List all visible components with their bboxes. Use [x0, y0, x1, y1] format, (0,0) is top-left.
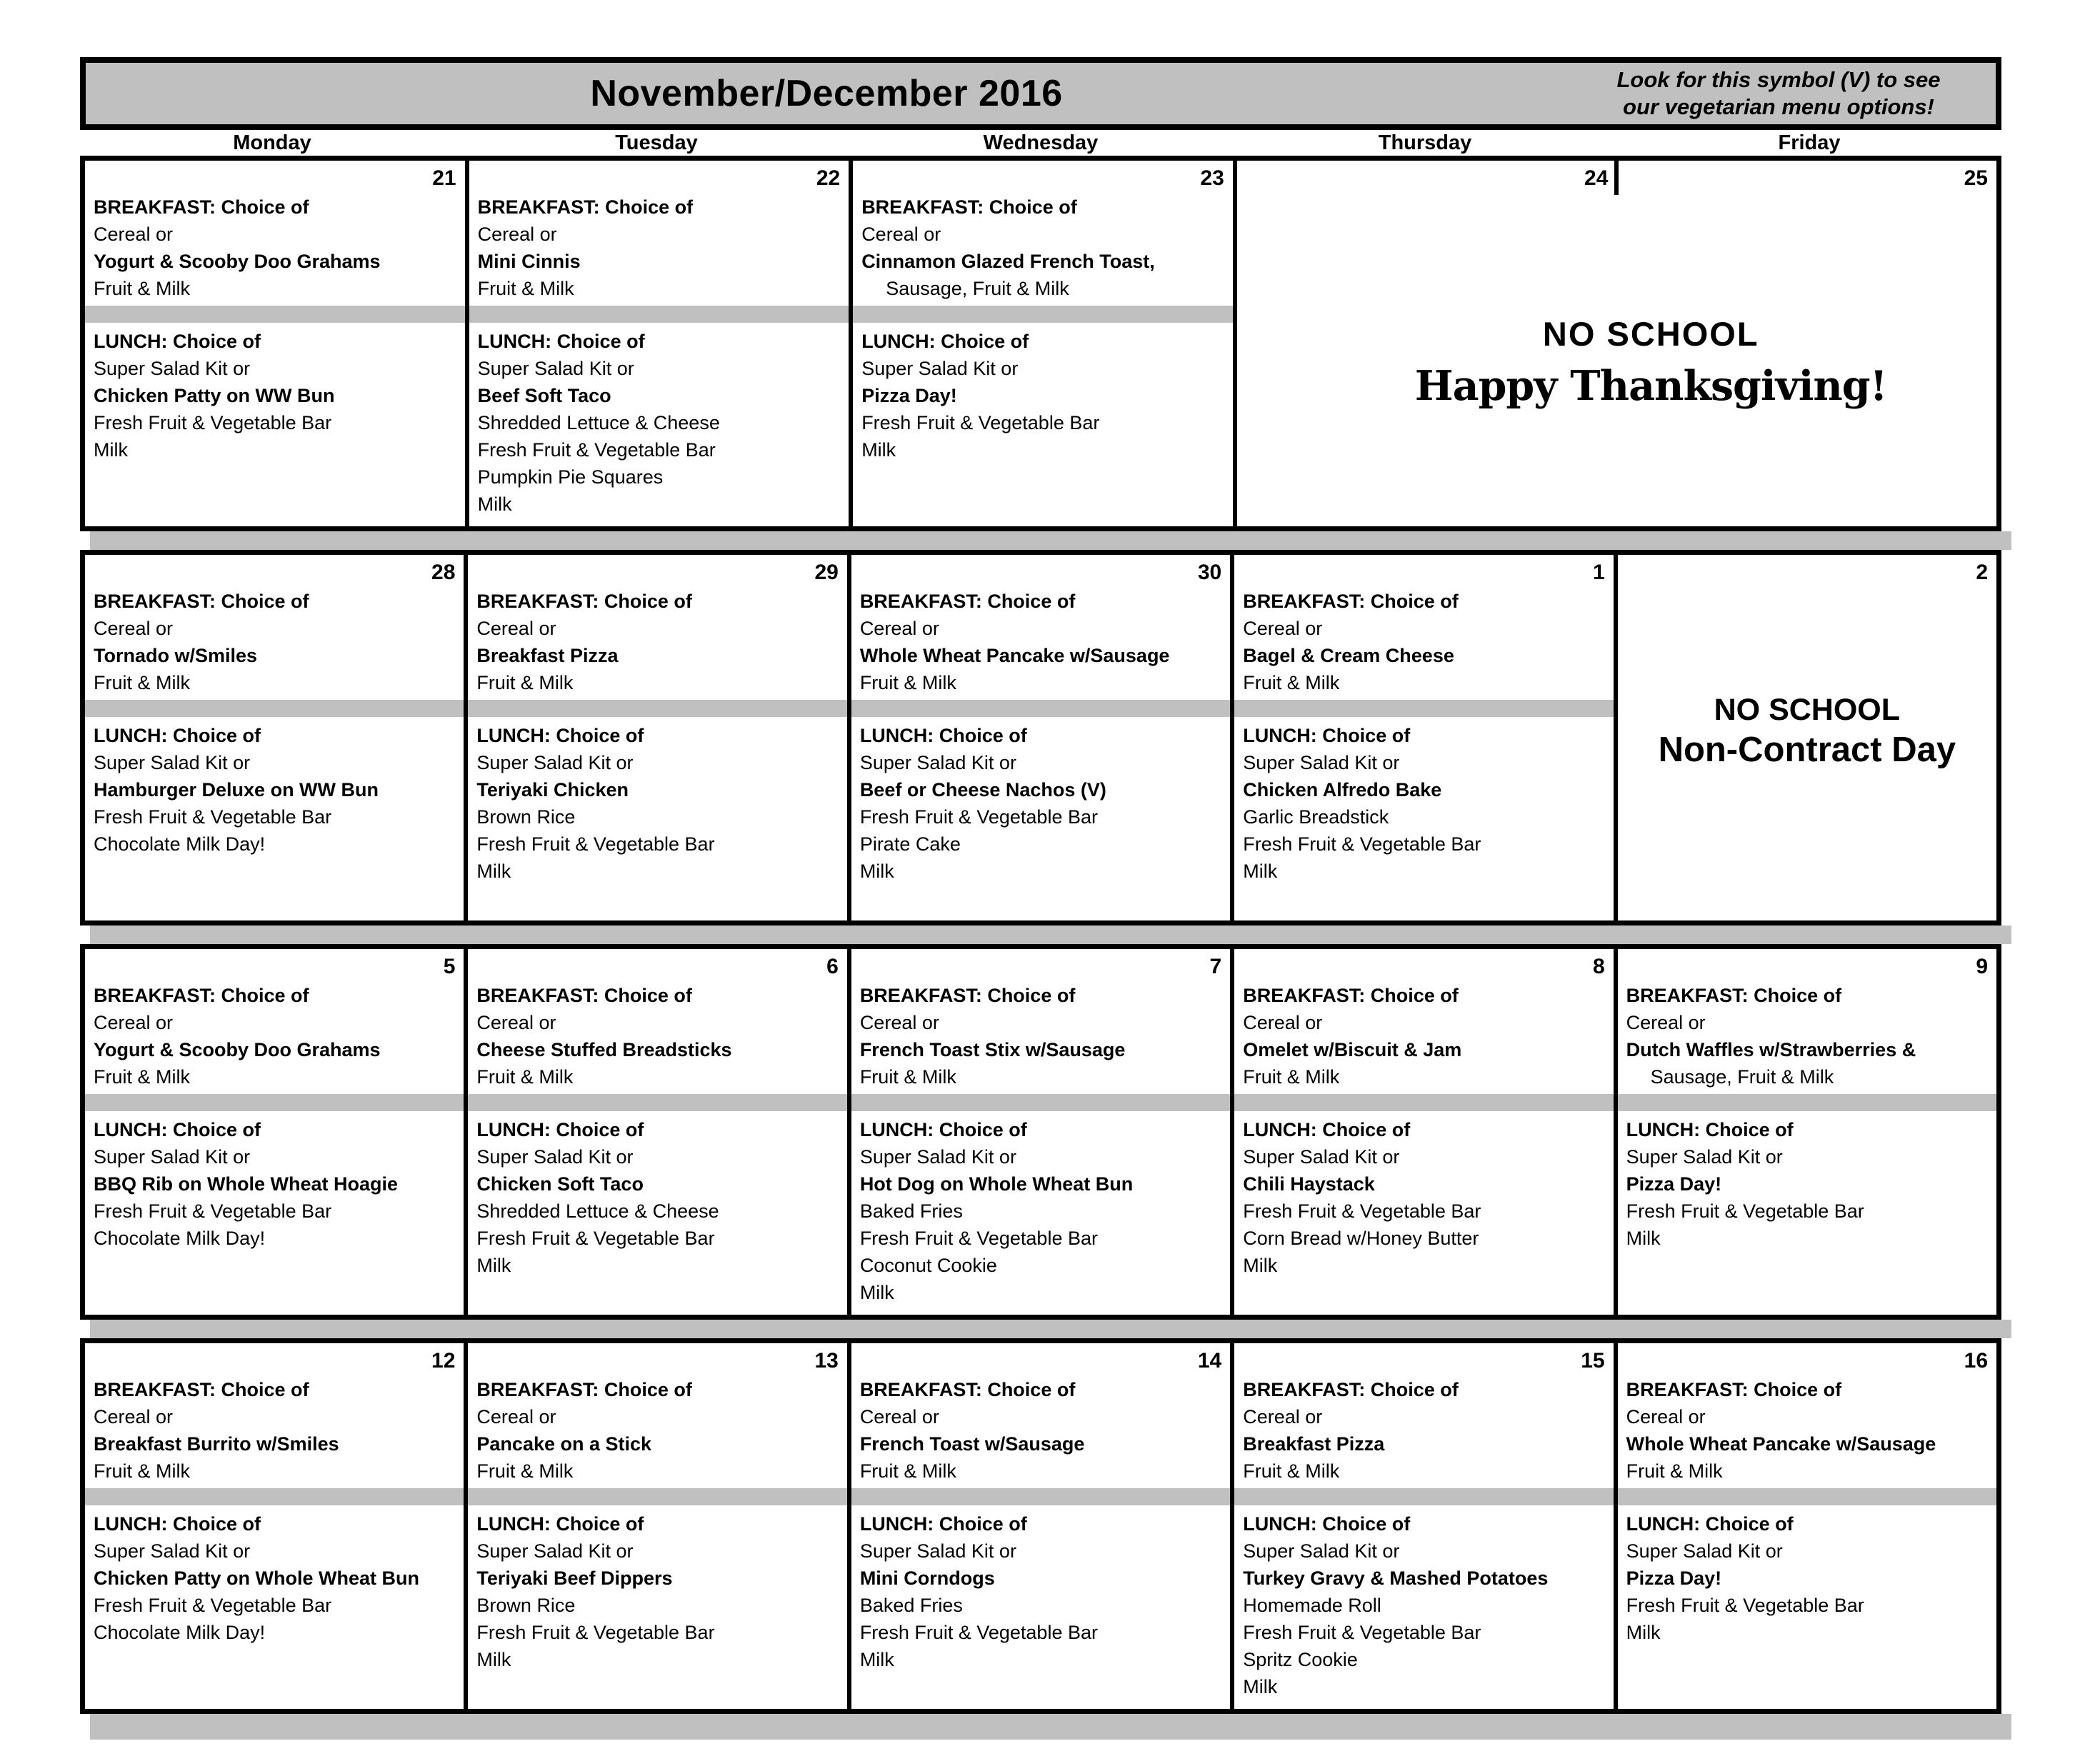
day-cell	[851, 949, 1234, 1315]
lunch-block	[85, 1510, 464, 1646]
lunch-line: Super Salad Kit or	[861, 358, 1019, 379]
lunch-line: Chocolate Milk Day!	[94, 833, 266, 855]
date-label: 16	[1964, 1349, 1989, 1373]
date-label: 25	[1964, 166, 1988, 190]
row-shadow	[90, 1320, 2011, 1338]
breakfast-block	[85, 1376, 464, 1485]
lunch-line: LUNCH: Choice of	[476, 725, 644, 746]
date-label: 23	[1200, 166, 1224, 190]
breakfast-line: Breakfast Burrito w/Smiles	[94, 1433, 339, 1455]
breakfast-block	[469, 194, 849, 302]
date-label: 8	[1592, 955, 1605, 978]
lunch-line: Baked Fries	[859, 1595, 963, 1616]
section-separator	[853, 306, 1233, 323]
breakfast-line: Cheese Stuffed Breadsticks	[476, 1039, 732, 1060]
lunch-line: LUNCH: Choice of	[1243, 725, 1411, 746]
lunch-line: Turkey Gravy & Mashed Potatoes	[1243, 1567, 1549, 1589]
lunch-line: Super Salad Kit or	[859, 752, 1016, 773]
lunch-line: Super Salad Kit or	[476, 1540, 634, 1562]
breakfast-line: BREAKFAST: Choice of	[1243, 591, 1459, 612]
lunch-line: LUNCH: Choice of	[94, 725, 261, 746]
breakfast-line: Cereal or	[1626, 1406, 1706, 1428]
breakfast-block	[1234, 982, 1613, 1090]
breakfast-line: Dutch Waffles w/Strawberries &	[1626, 1039, 1916, 1060]
section-separator	[1234, 1488, 1613, 1505]
lunch-block	[853, 328, 1233, 463]
date-label: 12	[431, 1349, 456, 1373]
lunch-block	[85, 328, 465, 463]
breakfast-line: Fruit & Milk	[1243, 1066, 1340, 1088]
lunch-line: Fresh Fruit & Vegetable Bar	[859, 1228, 1098, 1249]
breakfast-line: Fruit & Milk	[859, 1460, 956, 1482]
lunch-line: Coconut Cookie	[859, 1255, 997, 1276]
menu-calendar	[80, 57, 2001, 1740]
lunch-line: Chocolate Milk Day!	[94, 1228, 266, 1249]
breakfast-line: Cereal or	[94, 1012, 174, 1033]
day-cell	[1618, 1343, 1996, 1709]
day-cell	[468, 555, 851, 920]
day-cell	[1618, 949, 1996, 1315]
date-row	[1618, 555, 1996, 588]
breakfast-line: Cereal or	[1243, 1012, 1323, 1033]
breakfast-line: Omelet w/Biscuit & Jam	[1243, 1039, 1462, 1060]
lunch-line: Milk	[859, 1649, 894, 1670]
lunch-line: Teriyaki Beef Dippers	[476, 1567, 673, 1589]
breakfast-line: Cereal or	[859, 1406, 939, 1428]
lunch-line: Fresh Fruit & Vegetable Bar	[859, 1622, 1098, 1643]
lunch-line: Garlic Breadstick	[1243, 806, 1389, 828]
breakfast-line: Mini Cinnis	[477, 251, 581, 272]
lunch-line: Fresh Fruit & Vegetable Bar	[1243, 1622, 1481, 1643]
lunch-line: Super Salad Kit or	[94, 1146, 251, 1168]
day-cell	[469, 161, 854, 526]
breakfast-line: Sausage, Fruit & Milk	[1650, 1066, 1834, 1088]
lunch-line: LUNCH: Choice of	[1626, 1513, 1794, 1535]
breakfast-line: BREAKFAST: Choice of	[477, 196, 694, 218]
section-separator	[1234, 1094, 1613, 1111]
row-shadow	[90, 531, 2011, 550]
day-header-monday: Monday	[233, 131, 311, 154]
lunch-line: Super Salad Kit or	[94, 358, 251, 379]
day-cell	[85, 949, 468, 1315]
lunch-line: Milk	[476, 1255, 511, 1276]
breakfast-line: Cereal or	[1626, 1012, 1706, 1033]
no-school-line: Non-Contract Day	[1658, 731, 1956, 770]
breakfast-line: BREAKFAST: Choice of	[94, 591, 309, 612]
date-label: 5	[443, 955, 456, 978]
lunch-line: LUNCH: Choice of	[1243, 1119, 1411, 1140]
breakfast-line: Fruit & Milk	[94, 672, 190, 693]
lunch-line: Milk	[1243, 861, 1278, 882]
date-label: 28	[431, 561, 456, 584]
lunch-block	[1234, 1510, 1613, 1700]
lunch-block	[469, 328, 849, 518]
date-label: 30	[1197, 561, 1222, 584]
page-title: November/December 2016	[590, 73, 1063, 114]
lunch-line: Baked Fries	[859, 1200, 963, 1222]
lunch-line: Milk	[859, 861, 894, 882]
calendar-grid	[80, 156, 2001, 1740]
day-cell	[85, 161, 469, 526]
lunch-line: Homemade Roll	[1243, 1595, 1381, 1616]
lunch-line: LUNCH: Choice of	[476, 1119, 644, 1140]
breakfast-line: Cereal or	[1243, 618, 1323, 639]
lunch-line: LUNCH: Choice of	[859, 725, 1027, 746]
section-separator	[468, 1094, 846, 1111]
lunch-line: Fresh Fruit & Vegetable Bar	[1626, 1200, 1864, 1222]
lunch-line: Shredded Lettuce & Cheese	[476, 1200, 719, 1222]
lunch-block	[851, 722, 1230, 885]
day-header-wednesday: Wednesday	[983, 131, 1099, 154]
lunch-line: Teriyaki Chicken	[476, 779, 629, 801]
lunch-line: Corn Bread w/Honey Butter	[1243, 1228, 1479, 1249]
breakfast-line: Cereal or	[1243, 1406, 1323, 1428]
lunch-line: Super Salad Kit or	[1626, 1146, 1783, 1168]
lunch-line: Hot Dog on Whole Wheat Bun	[859, 1173, 1134, 1195]
lunch-line: Super Salad Kit or	[1243, 752, 1400, 773]
calendar-week-row	[80, 944, 2001, 1320]
breakfast-line: BREAKFAST: Choice of	[859, 591, 1076, 612]
lunch-line: Brown Rice	[476, 806, 576, 828]
column-divider-tick	[1614, 161, 1619, 195]
breakfast-line: Fruit & Milk	[477, 278, 574, 299]
section-separator	[851, 1094, 1230, 1111]
lunch-line: Mini Corndogs	[859, 1567, 995, 1589]
breakfast-block	[851, 588, 1230, 696]
breakfast-line: Cereal or	[94, 224, 174, 245]
date-label: 15	[1581, 1349, 1605, 1373]
no-school-line: NO SCHOOL	[1714, 693, 1901, 728]
breakfast-line: BREAKFAST: Choice of	[94, 985, 309, 1006]
lunch-line: Super Salad Kit or	[859, 1540, 1016, 1562]
breakfast-line: Fruit & Milk	[94, 1460, 190, 1482]
breakfast-line: BREAKFAST: Choice of	[1243, 985, 1459, 1006]
breakfast-line: BREAKFAST: Choice of	[476, 985, 692, 1006]
day-cell	[853, 161, 1237, 526]
lunch-line: Super Salad Kit or	[476, 752, 634, 773]
lunch-line: Spritz Cookie	[1243, 1649, 1358, 1670]
header-band	[80, 57, 2001, 130]
breakfast-line: BREAKFAST: Choice of	[94, 196, 309, 218]
lunch-line: Pizza Day!	[1626, 1173, 1722, 1195]
breakfast-line: Cinnamon Glazed French Toast,	[861, 251, 1155, 272]
breakfast-line: Cereal or	[476, 1012, 556, 1033]
lunch-line: Super Salad Kit or	[859, 1146, 1016, 1168]
lunch-line: Chicken Patty on Whole Wheat Bun	[94, 1567, 420, 1589]
day-cell	[468, 949, 851, 1315]
lunch-line: Chocolate Milk Day!	[94, 1622, 266, 1643]
breakfast-line: Bagel & Cream Cheese	[1243, 645, 1454, 666]
lunch-block	[1234, 1116, 1613, 1279]
breakfast-line: BREAKFAST: Choice of	[859, 1379, 1076, 1400]
section-separator	[851, 1488, 1230, 1505]
breakfast-line: Breakfast Pizza	[476, 645, 619, 666]
date-label: 1	[1592, 561, 1605, 584]
lunch-line: Super Salad Kit or	[476, 1146, 634, 1168]
no-school-cell	[1618, 555, 1996, 920]
section-separator	[85, 306, 465, 323]
no-school-text	[1237, 314, 1996, 410]
lunch-line: Milk	[476, 1649, 511, 1670]
date-label: 9	[1976, 955, 1989, 978]
breakfast-line: Cereal or	[861, 224, 941, 245]
date-label: 22	[816, 166, 841, 190]
lunch-line: Super Salad Kit or	[94, 1540, 251, 1562]
calendar-week-row	[80, 1338, 2001, 1714]
breakfast-line: Pancake on a Stick	[476, 1433, 652, 1455]
lunch-block	[851, 1116, 1230, 1306]
breakfast-line: Whole Wheat Pancake w/Sausage	[1626, 1433, 1936, 1455]
breakfast-line: BREAKFAST: Choice of	[859, 985, 1076, 1006]
section-separator	[468, 1488, 846, 1505]
lunch-line: Milk	[1626, 1622, 1661, 1643]
no-school-cell	[1237, 161, 1996, 526]
day-cell	[1234, 555, 1617, 920]
lunch-block	[468, 722, 846, 885]
lunch-line: Milk	[477, 493, 512, 515]
breakfast-block	[1618, 982, 1996, 1090]
breakfast-line: French Toast Stix w/Sausage	[859, 1039, 1126, 1060]
no-school-line: NO SCHOOL	[1542, 315, 1759, 353]
breakfast-line: Cereal or	[94, 618, 174, 639]
lunch-line: Chicken Soft Taco	[476, 1173, 644, 1195]
lunch-line: LUNCH: Choice of	[94, 1513, 261, 1535]
lunch-line: Pirate Cake	[859, 833, 961, 855]
breakfast-line: Fruit & Milk	[1243, 1460, 1340, 1482]
lunch-line: Super Salad Kit or	[1243, 1540, 1400, 1562]
lunch-line: Chicken Patty on WW Bun	[94, 385, 335, 406]
lunch-line: Fresh Fruit & Vegetable Bar	[94, 1200, 332, 1222]
breakfast-line: Fruit & Milk	[476, 1460, 574, 1482]
section-separator	[1234, 700, 1613, 717]
date-label: 2	[1976, 561, 1989, 584]
day-header-row	[80, 130, 2001, 156]
breakfast-line: Sausage, Fruit & Milk	[886, 278, 1069, 299]
lunch-line: Milk	[476, 861, 511, 882]
lunch-line: Fresh Fruit & Vegetable Bar	[477, 439, 716, 461]
lunch-line: Super Salad Kit or	[477, 358, 634, 379]
lunch-line: Super Salad Kit or	[1243, 1146, 1400, 1168]
lunch-line: Hamburger Deluxe on WW Bun	[94, 779, 379, 801]
breakfast-line: Cereal or	[476, 618, 556, 639]
section-separator	[468, 700, 846, 717]
day-header-tuesday: Tuesday	[615, 131, 698, 154]
breakfast-block	[851, 982, 1230, 1090]
lunch-line: Fresh Fruit & Vegetable Bar	[476, 1228, 715, 1249]
lunch-line: Fresh Fruit & Vegetable Bar	[1243, 1200, 1481, 1222]
lunch-line: LUNCH: Choice of	[94, 1119, 261, 1140]
title-wrap	[86, 72, 1567, 115]
section-separator	[85, 1094, 464, 1111]
lunch-line: Super Salad Kit or	[94, 752, 251, 773]
breakfast-block	[1618, 1376, 1996, 1485]
breakfast-line: Cereal or	[477, 224, 557, 245]
breakfast-line: BREAKFAST: Choice of	[1626, 985, 1842, 1006]
lunch-block	[1234, 722, 1613, 885]
breakfast-line: Breakfast Pizza	[1243, 1433, 1385, 1455]
breakfast-block	[853, 194, 1233, 302]
breakfast-block	[1234, 1376, 1613, 1485]
no-school-line: Happy Thanksgiving!	[1414, 362, 1887, 411]
breakfast-line: BREAKFAST: Choice of	[94, 1379, 309, 1400]
day-cell	[851, 1343, 1234, 1709]
lunch-line: Fresh Fruit & Vegetable Bar	[1626, 1595, 1864, 1616]
lunch-line: Pizza Day!	[861, 385, 957, 406]
row-shadow	[90, 1714, 2011, 1740]
lunch-line: LUNCH: Choice of	[1243, 1513, 1411, 1535]
lunch-block	[468, 1116, 846, 1279]
date-label: 6	[826, 955, 839, 978]
lunch-line: BBQ Rib on Whole Wheat Hoagie	[94, 1173, 398, 1195]
section-separator	[85, 700, 464, 717]
lunch-line: LUNCH: Choice of	[94, 331, 261, 352]
lunch-line: Shredded Lettuce & Cheese	[477, 412, 720, 433]
breakfast-line: BREAKFAST: Choice of	[1626, 1379, 1842, 1400]
day-header-friday: Friday	[1778, 131, 1841, 154]
no-school-text	[1618, 690, 1996, 770]
lunch-line: Fresh Fruit & Vegetable Bar	[476, 1622, 715, 1643]
lunch-line: Beef or Cheese Nachos (V)	[859, 779, 1106, 801]
breakfast-line: French Toast w/Sausage	[859, 1433, 1085, 1455]
lunch-line: Fresh Fruit & Vegetable Bar	[1243, 833, 1481, 855]
date-label: 21	[432, 166, 456, 190]
day-cell	[1234, 949, 1617, 1315]
lunch-block	[851, 1510, 1230, 1673]
lunch-block	[85, 722, 464, 858]
lunch-line: Chili Haystack	[1243, 1173, 1375, 1195]
breakfast-line: Yogurt & Scooby Doo Grahams	[94, 251, 381, 272]
breakfast-line: Fruit & Milk	[94, 278, 190, 299]
breakfast-block	[851, 1376, 1230, 1485]
lunch-line: LUNCH: Choice of	[476, 1513, 644, 1535]
lunch-line: Milk	[861, 439, 896, 461]
breakfast-line: Cereal or	[94, 1406, 174, 1428]
breakfast-line: BREAKFAST: Choice of	[476, 1379, 692, 1400]
day-header-thursday: Thursday	[1378, 131, 1472, 154]
lunch-line: Pizza Day!	[1626, 1567, 1722, 1589]
breakfast-line: Whole Wheat Pancake w/Sausage	[859, 645, 1170, 666]
breakfast-line: Yogurt & Scooby Doo Grahams	[94, 1039, 381, 1060]
breakfast-line: Fruit & Milk	[859, 1066, 956, 1088]
date-label: 14	[1197, 1349, 1222, 1373]
section-separator	[1618, 1094, 1996, 1111]
breakfast-block	[85, 194, 465, 302]
lunch-block	[1618, 1116, 1996, 1252]
lunch-line: Milk	[859, 1282, 894, 1303]
breakfast-line: BREAKFAST: Choice of	[861, 196, 1077, 218]
breakfast-line: Tornado w/Smiles	[94, 645, 258, 666]
lunch-line: LUNCH: Choice of	[861, 331, 1029, 352]
breakfast-line: BREAKFAST: Choice of	[476, 591, 692, 612]
breakfast-line: BREAKFAST: Choice of	[1243, 1379, 1459, 1400]
date-label: 13	[814, 1349, 839, 1373]
lunch-block	[85, 1116, 464, 1252]
section-separator	[85, 1488, 464, 1505]
breakfast-line: Cereal or	[476, 1406, 556, 1428]
breakfast-line: Fruit & Milk	[94, 1066, 190, 1088]
lunch-line: Super Salad Kit or	[1626, 1540, 1783, 1562]
day-cell	[85, 555, 468, 920]
date-label: 29	[814, 561, 839, 584]
vegetarian-note	[1567, 66, 1996, 121]
breakfast-line: Fruit & Milk	[476, 672, 574, 693]
row-shadow	[90, 925, 2011, 944]
section-separator	[1618, 1488, 1996, 1505]
breakfast-block	[468, 1376, 846, 1485]
section-separator	[851, 700, 1230, 717]
breakfast-block	[85, 982, 464, 1090]
breakfast-block	[468, 982, 846, 1090]
lunch-line: Milk	[1626, 1228, 1661, 1249]
lunch-block	[468, 1510, 846, 1673]
breakfast-line: Cereal or	[859, 1012, 939, 1033]
vegetarian-note-line2: our vegetarian menu options!	[1623, 94, 1934, 119]
lunch-line: Fresh Fruit & Vegetable Bar	[859, 806, 1098, 828]
lunch-line: Fresh Fruit & Vegetable Bar	[94, 806, 332, 828]
lunch-line: Milk	[94, 439, 128, 461]
breakfast-block	[468, 588, 846, 696]
day-cell	[1234, 1343, 1617, 1709]
lunch-line: Fresh Fruit & Vegetable Bar	[861, 412, 1100, 433]
date-label: 24	[1584, 166, 1609, 190]
lunch-line: Fresh Fruit & Vegetable Bar	[94, 1595, 332, 1616]
day-cell	[468, 1343, 851, 1709]
breakfast-block	[1234, 588, 1613, 696]
date-label: 7	[1209, 955, 1222, 978]
breakfast-line: Fruit & Milk	[476, 1066, 574, 1088]
lunch-block	[1618, 1510, 1996, 1646]
breakfast-block	[85, 588, 464, 696]
calendar-week-row	[80, 550, 2001, 925]
lunch-line: Milk	[1243, 1255, 1278, 1276]
lunch-line: Fresh Fruit & Vegetable Bar	[476, 833, 715, 855]
breakfast-line: Fruit & Milk	[1626, 1460, 1723, 1482]
breakfast-line: Fruit & Milk	[1243, 672, 1340, 693]
day-cell	[851, 555, 1234, 920]
lunch-line: LUNCH: Choice of	[1626, 1119, 1794, 1140]
lunch-line: Chicken Alfredo Bake	[1243, 779, 1442, 801]
calendar-week-row	[80, 156, 2001, 531]
day-cell	[85, 1343, 468, 1709]
lunch-line: LUNCH: Choice of	[859, 1513, 1027, 1535]
breakfast-line: Cereal or	[859, 618, 939, 639]
lunch-line: Pumpkin Pie Squares	[477, 466, 664, 488]
lunch-line: Fresh Fruit & Vegetable Bar	[94, 412, 332, 433]
lunch-line: Brown Rice	[476, 1595, 576, 1616]
vegetarian-note-line1: Look for this symbol (V) to see	[1616, 67, 1941, 92]
lunch-line: Milk	[1243, 1676, 1278, 1697]
lunch-line: LUNCH: Choice of	[477, 331, 645, 352]
lunch-line: Beef Soft Taco	[477, 385, 611, 406]
lunch-line: LUNCH: Choice of	[859, 1119, 1027, 1140]
breakfast-line: Fruit & Milk	[859, 672, 956, 693]
section-separator	[469, 306, 849, 323]
